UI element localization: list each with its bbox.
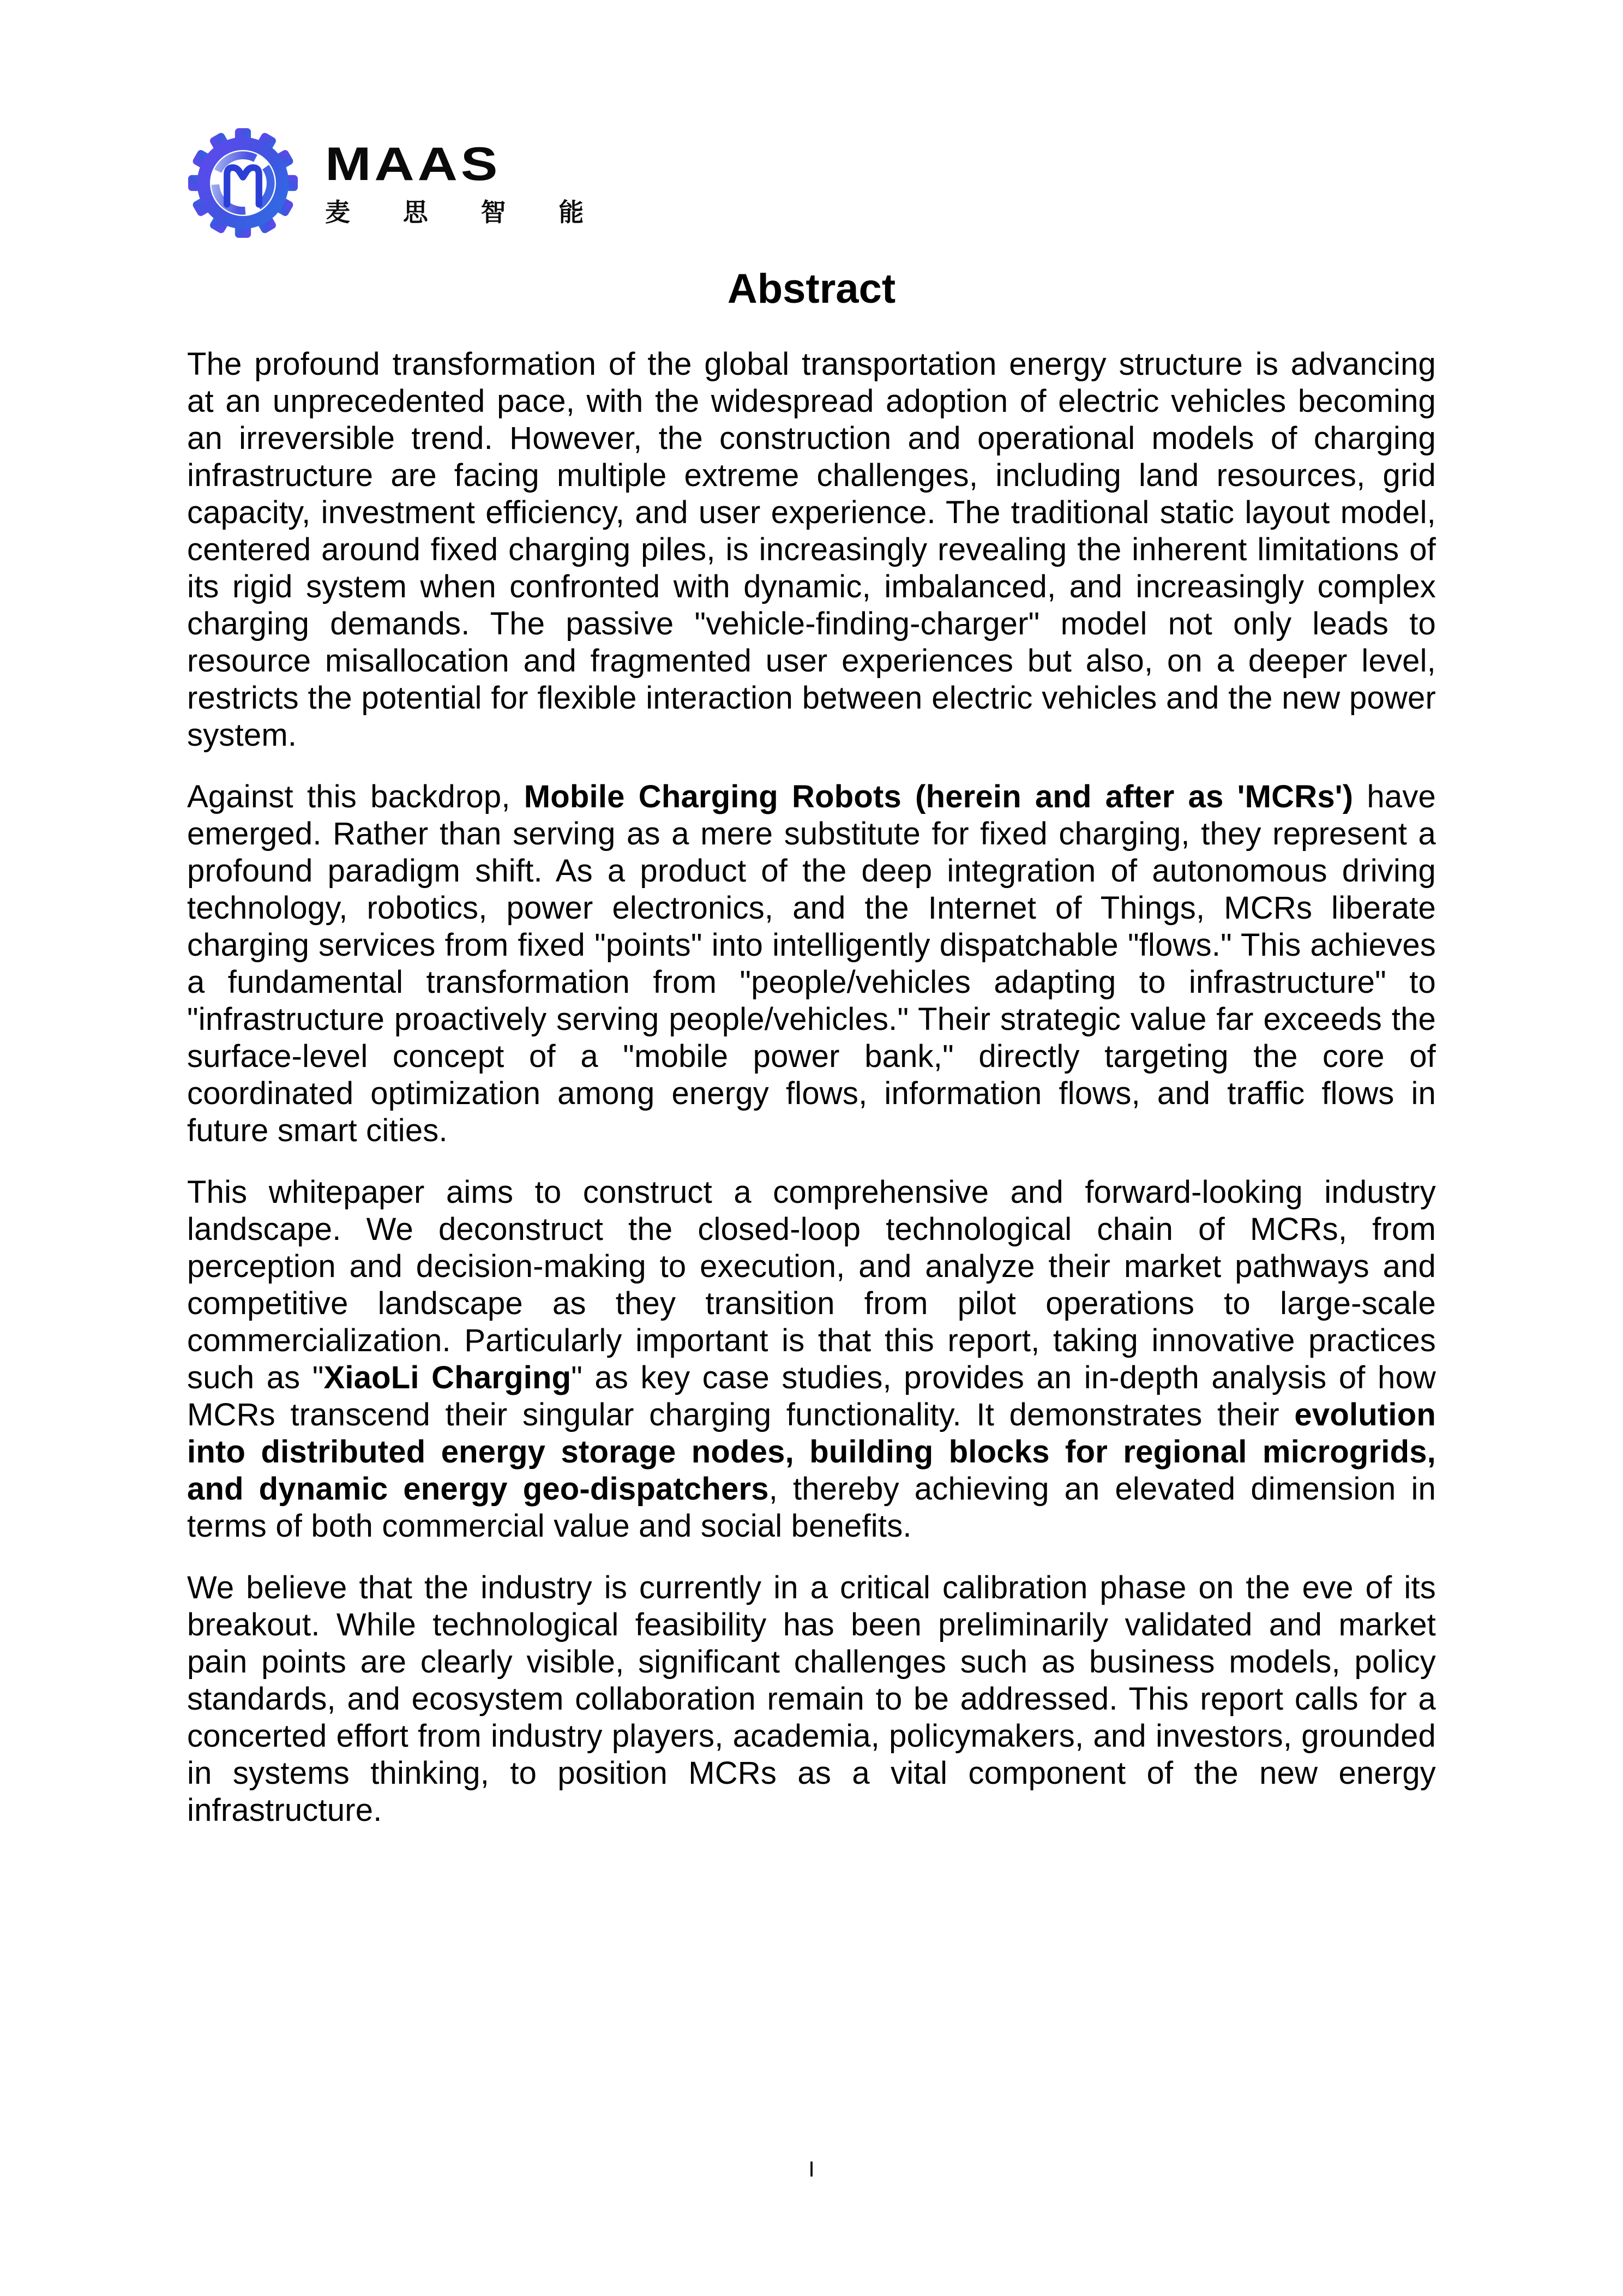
company-logo	[187, 120, 1436, 245]
text-run: Against this backdrop,	[187, 778, 524, 814]
paragraph	[187, 778, 1436, 1149]
text-run: have emerged. Rather than serving as a mere substitute for fixed charging, they represent a profound paradigm shift. As a product of the deep integration of autonomous driving technology, robotics, power electronics, and the Internet of Things, MCRs liberate charging services from fixed "points" into intelligently dispatchable "flows." This achieves a fundamental transformation from "people/vehicles adapting to infrastructure" to "infrastructure proactively serving people/vehicles." Their strategic value far exceeds the surface-level concept of a "mobile power bank," directly targeting the core of coordinated optimization among energy flows, information flows, and traffic flows in future smart cities.	[187, 778, 1436, 1148]
text-run: " as key case studies, provides an in-depth analysis of how MCRs transcend their singular charging functionality. It demonstrates their	[187, 1359, 1436, 1432]
bold-text-run: evolution into distributed energy storage nodes, building blocks for regional microgrids, and dynamic energy geo-dispatchers	[187, 1396, 1436, 1507]
brand-name-chinese: 麦 思 智 能	[325, 198, 607, 226]
page-content	[187, 120, 1436, 1854]
gear-logo-icon	[187, 124, 299, 242]
paragraphs	[187, 346, 1436, 1829]
brand-name: MAAS	[325, 138, 501, 190]
text-run: We believe that the industry is currently in a critical calibration phase on the eve of its breakout. While technological feasibility has been preliminarily validated and market pain points are clearly visible, significant challenges such as business models, policy standards, and ecosystem collaboration remain to be addressed. This report calls for a concerted effort from industry players, academia, policymakers, and investors, grounded in systems thinking, to position MCRs as a vital component of the new energy infrastructure.	[187, 1569, 1436, 1828]
paragraph	[187, 346, 1436, 754]
text-run: This whitepaper aims to construct a comprehensive and forward-looking industry landscape. We deconstruct the closed-loop technological chain of MCRs, from perception and decision-making to execution, and analyze their market pathways and competitive landscape as they transition from pilot operations to large-scale commercialization. Particularly important is that this report, taking innovative practices such as "	[187, 1174, 1436, 1395]
page-title: Abstract	[727, 266, 896, 312]
page-number: I	[808, 2157, 815, 2181]
bold-text-run: Mobile Charging Robots (herein and after as 'MCRs')	[524, 778, 1354, 814]
text-run: The profound transformation of the global transportation energy structure is advancing at an unprecedented pace, with the widespread adoption of electric vehicles becoming an irreversible trend. However, the construction and operational models of charging infrastructure are facing multiple extreme challenges, including land resources, grid capacity, investment efficiency, and user experience. The traditional static layout model, centered around fixed charging piles, is increasingly revealing the inherent limitations of its rigid system when confronted with dynamic, imbalanced, and increasingly complex charging demands. The passive "vehicle-finding-charger" model not only leads to resource misallocation and fragmented user experiences but also, on a deeper level, restricts the potential for flexible interaction between electric vehicles and the new power system.	[187, 346, 1436, 753]
bold-text-run: XiaoLi Charging	[323, 1359, 572, 1395]
paragraph	[187, 1569, 1436, 1829]
text-run: , thereby achieving an elevated dimension in terms of both commercial value and social benefits.	[187, 1471, 1436, 1544]
brand-text-block	[325, 138, 607, 226]
paragraph	[187, 1174, 1436, 1545]
